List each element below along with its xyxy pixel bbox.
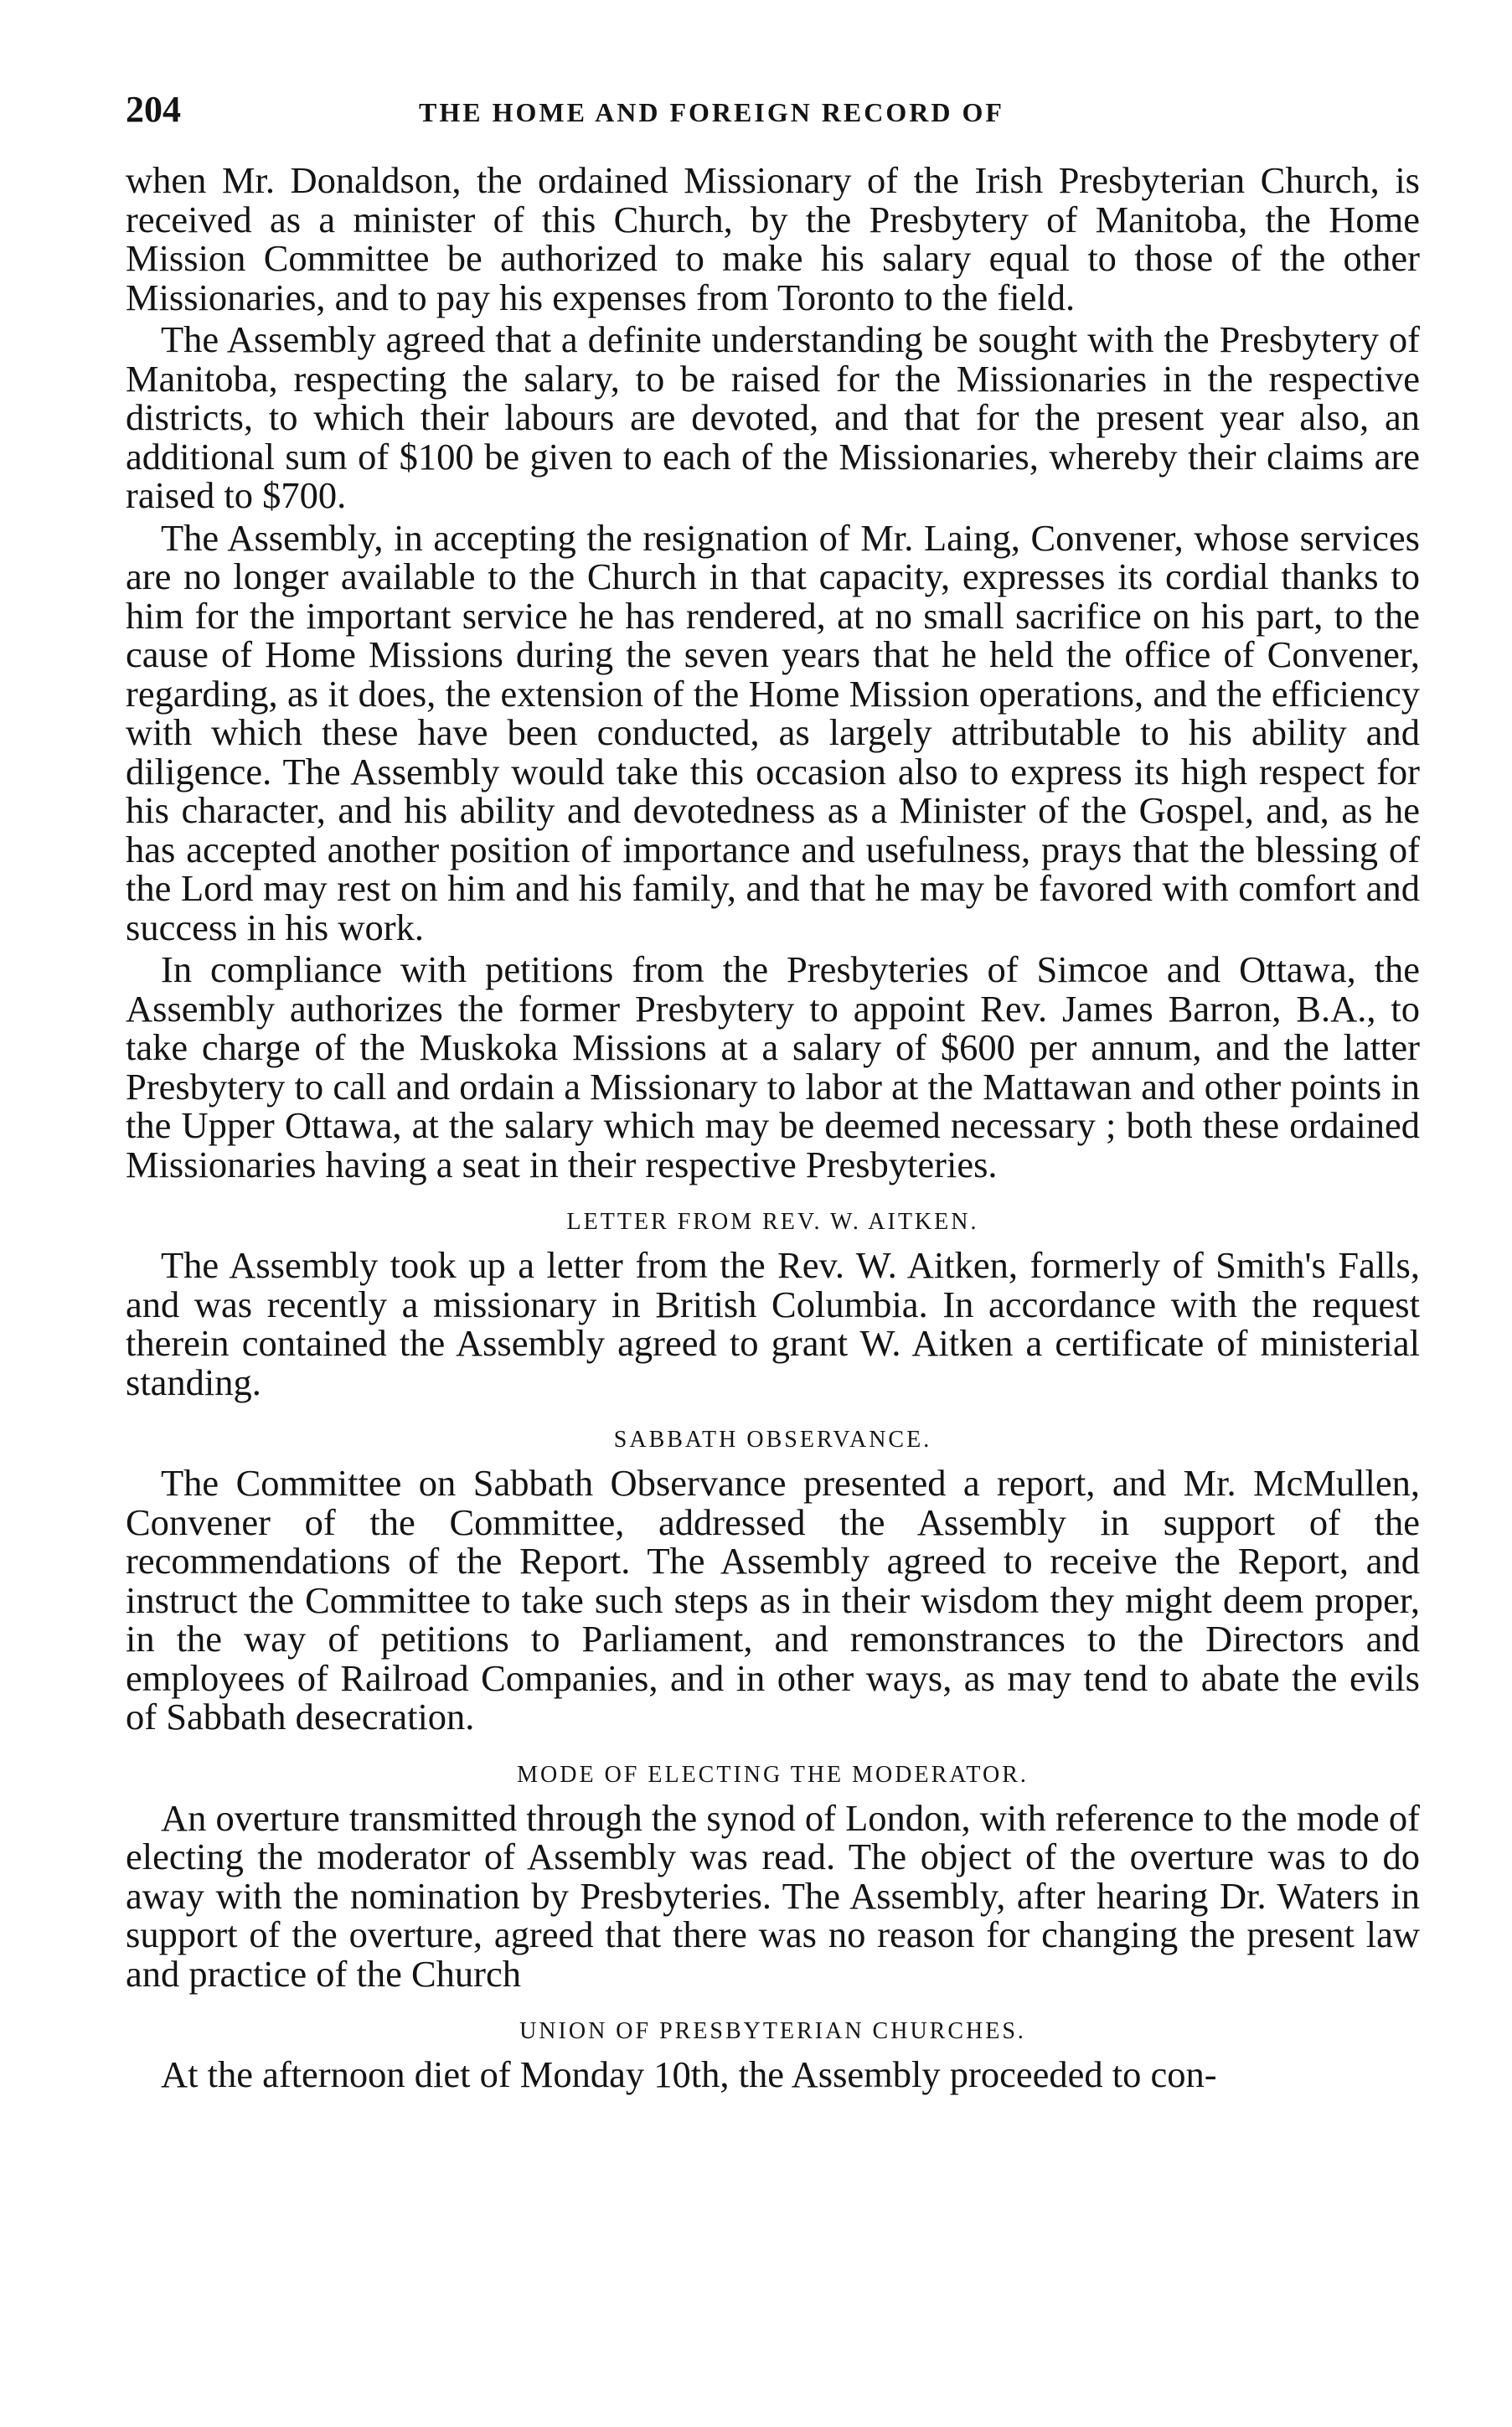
section-heading-moderator: MODE OF ELECTING THE MODERATOR. [517, 1761, 1029, 1788]
section-heading-sabbath: SABBATH OBSERVANCE. [613, 1427, 932, 1453]
section-heading-aitken: LETTER FROM REV. W. AITKEN. [566, 1209, 979, 1235]
paragraph-sabbath-observance: The Committee on Sabbath Observance presented a report, and Mr. McMullen, Convener of the Committee, addressed the Assembly in support of the recommendations of the Report. The Assembly agreed to receive the Report, and instruct the Committee to take such steps as in their wisdom they might deem proper, in the way of petitions to Parliament, and remonstrances to the Directors and employees of Railroad Companies, and in other ways, as may tend to abate the evils of Sabbath desecration. [126, 1462, 1420, 1738]
paragraph-manitoba-salary: The Assembly agreed that a definite understanding be sought with the Presbytery of Manitoba, respecting the salary, to be raised for the Missionaries in the respective districts, to which their labours are devoted, and that for the present year also, an additional sum of $100 be given to each of the Missionaries, whereby their claims are raised to $700. [126, 318, 1420, 516]
section-heading-union: UNION OF PRESBYTERIAN CHURCHES. [519, 2018, 1026, 2044]
paragraph-union-start: At the afternoon diet of Monday 10th, the Assembly proceeded to con- [161, 2053, 1217, 2095]
paragraph-muskoka-missions: In compliance with petitions from the Presbyteries of Simcoe and Ottawa, the Assembly authorizes the former Presbytery to appoint Rev. James Barron, B.A., to take charge of the Muskoka Missions at a salary of $600 per annum, and the latter Presbytery to call and ordain a Missionary to labor at the Mattawan and other points in the Upper Ottawa, at the salary which may be deemed necessary ; both these ordained Missionaries having a seat in their respective Presbyteries. [126, 948, 1420, 1185]
paragraph-laing-resignation: The Assembly, in accepting the resignation of Mr. Laing, Convener, whose services are no longer available to the Church in that capacity, expresses its cordial thanks to him for the important service he has rendered, at no small sacrifice on his part, to the cause of Home Missions during the seven years that he held the office of Convener, regarding, as it does, the extension of the Home Mission operations, and the efficiency with which these have been conducted, as largely attributable to his ability and diligence. The Assembly would take this occasion also to express its high respect for his character, and his ability and devotedness as a Minister of the Gospel, and, as he has accepted another position of importance and usefulness, prays that the blessing of the Lord may rest on him and his family, and that he may be favored with comfort and success in his work. [126, 516, 1420, 948]
paragraph-moderator-overture: An overture transmitted through the synod of London, with reference to the mode of electing the moderator of Assembly was read. The object of the overture was to do away with the nomination by Presbyteries. The Assembly, after hearing Dr. Waters in support of the overture, agreed that there was no reason for changing the present law and practice of the Church [126, 1796, 1420, 1995]
paragraph-donaldson: when Mr. Donaldson, the ordained Missionary of the Irish Presbyterian Church, is received as a minister of this Church, by the Presbytery of Manitoba, the Home Mission Committee be authorized to make his salary equal to those of the other Missionaries, and to pay his expenses from Toronto to the field. [126, 159, 1420, 318]
page-header [126, 88, 1420, 131]
page-number: 204 [126, 89, 181, 130]
paragraph-aitken-letter: The Assembly took up a letter from the Rev. W. Aitken, formerly of Smith's Falls, and was recently a missionary in British Columbia. In accordance with the request therein contained the Assembly agreed to grant W. Aitken a certificate of ministerial standing. [126, 1244, 1420, 1403]
running-head: THE HOME AND FOREIGN RECORD OF [419, 97, 1004, 127]
